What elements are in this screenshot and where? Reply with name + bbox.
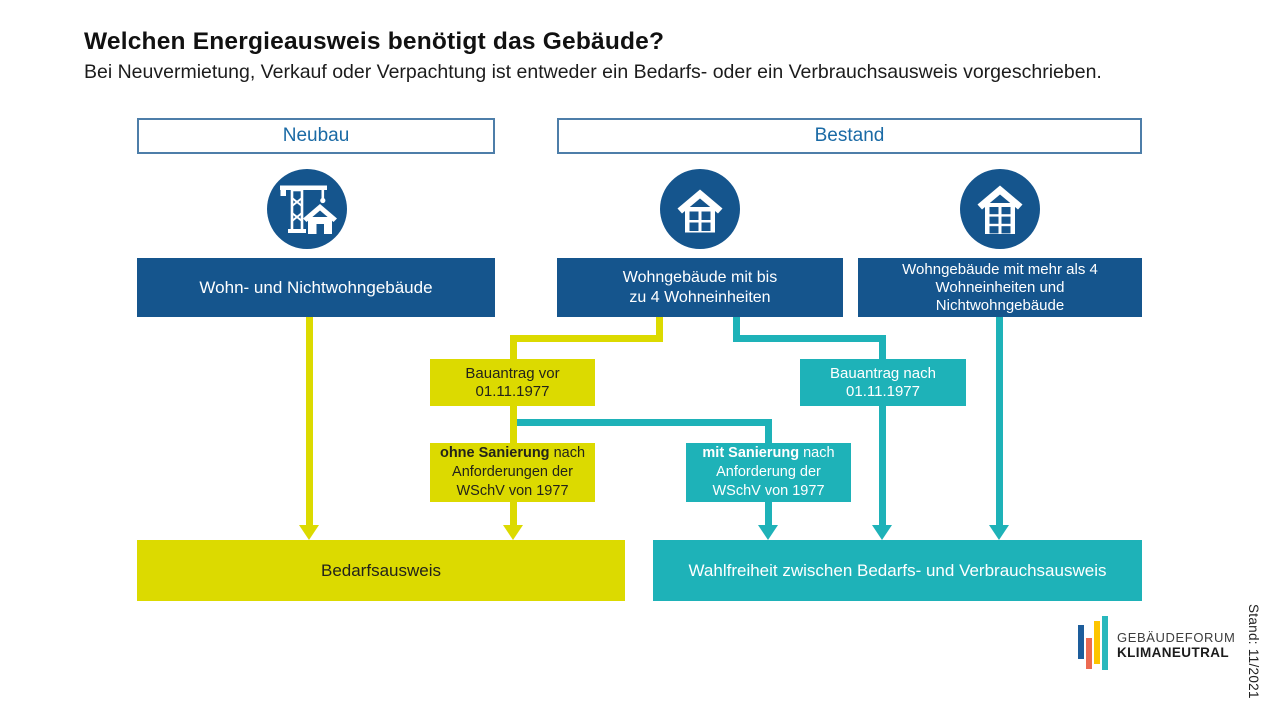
connector-branch-mit-horizontal [517,419,772,426]
connector-bis4-left [510,335,663,342]
node-label-line1: Bauantrag vor [465,364,560,382]
result-wahlfreiheit [653,540,1142,601]
node-mit-sanierung [686,443,851,502]
result-label: Bedarfsausweis [320,561,441,580]
bold-mit-sanierung: mit Sanierung [702,445,800,461]
connector-branch-mit-vertical [765,419,772,443]
connector-vor-to-ohne [510,406,517,443]
node-label-line2: Wohneinheiten und [935,278,1065,296]
node-label: Wohn- und Nichtwohngebäude [199,278,433,297]
node-label-line2: Anforderungen der [452,464,573,480]
logo-line1: GEBÄUDEFORUM [1117,630,1236,645]
node-label-line1: Bauantrag nach [830,364,936,382]
logo-wordmark [1117,630,1235,661]
node-label-line1 [440,444,585,463]
node-label-line2: zu 4 Wohneinheiten [629,288,771,306]
node-label-line3: Nichtwohngebäude [935,296,1065,314]
bestand-label: Bestand [814,125,885,146]
house-4-windows-icon [660,169,740,249]
connector-bis4-right [733,335,886,342]
connector-nach-to-wahlfreiheit [879,406,886,527]
gebaeudeforum-logo [1078,616,1235,675]
node-label-line1: Wohngebäude mit bis [622,268,778,286]
column-header-neubau [137,118,495,154]
node-bauantrag-nach [800,359,966,406]
page-subtitle: Bei Neuvermietung, Verkauf oder Verpachtung ist entweder ein Bedarfs- oder ein Verbrauchsausweis vorgeschrieben. [84,61,1102,83]
connector-into-bauantrag-vor [510,335,517,360]
bold-ohne-sanierung: ohne Sanierung [439,445,550,461]
logo-line2: KLIMANEUTRAL [1117,645,1230,660]
house-6-windows-icon [960,169,1040,249]
arrow-down-mit-sanierung [758,525,778,540]
node-bauantrag-vor [430,359,595,406]
node-ohne-sanierung [430,443,595,502]
connector-ohne-to-bedarfsausweis [510,502,517,527]
arrow-down-mehr4 [989,525,1009,540]
after-bold: nach [799,445,835,461]
node-label-line3: WSchV von 1977 [456,483,569,499]
node-wohngebaeude-mehr-als-4 [858,258,1142,317]
node-label-line2: 01.11.1977 [475,382,550,400]
page-title: Welchen Energieausweis benötigt das Gebäude? [84,28,665,55]
connector-neubau-vertical [306,317,313,527]
logo-bars-icon [1078,616,1110,675]
arrow-down-neubau [299,525,319,540]
result-bedarfsausweis [137,540,625,601]
crane-and-house-icon [267,169,347,249]
arrow-down-bauantrag-nach [872,525,892,540]
result-label: Wahlfreiheit zwischen Bedarfs- und Verbrauchsausweis [688,561,1107,580]
column-header-bestand [557,118,1142,154]
node-label-line2: Anforderung der [716,464,821,480]
node-wohn-und-nichtwohngebaeude [137,258,495,317]
connector-mit-to-wahlfreiheit [765,502,772,527]
node-label-line3: WSchV von 1977 [712,483,825,499]
node-wohngebaeude-bis-4 [557,258,843,317]
stand-date-label: Stand: 11/2021 [1246,604,1261,699]
neubau-label: Neubau [282,125,350,146]
node-label-line1: Wohngebäude mit mehr als 4 [902,260,1098,278]
arrow-down-ohne-sanierung [503,525,523,540]
connector-into-bauantrag-nach [879,335,886,360]
node-label-line2: 01.11.1977 [846,382,920,400]
node-label-line1 [702,444,834,463]
connector-mehr4-vertical [996,317,1003,527]
after-bold: nach [549,445,586,461]
